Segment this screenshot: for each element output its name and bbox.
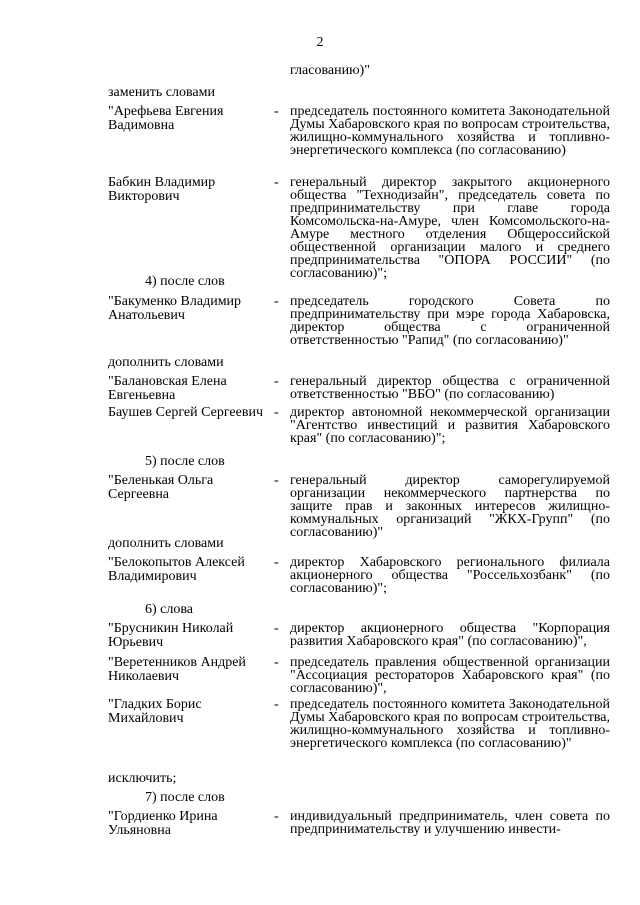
add-words-label: дополнить словами (108, 536, 224, 551)
entry-description: директор Хабаровского регионального филиала акционерного общества "Россельхозбанк" (по согласованию)"; (290, 555, 610, 596)
entry-dash: - (274, 104, 279, 119)
words-6: 6) слова (145, 602, 194, 617)
entry-dash: - (274, 374, 279, 389)
entry-name: "Гордиенко Ирина Ульяновна (108, 809, 218, 838)
add-words-label: дополнить словами (108, 355, 224, 370)
after-words-4: 4) после слов (145, 274, 225, 289)
entry-description: директор акционерного общества "Корпорация развития Хабаровского края" (по согласованию)", (290, 621, 610, 649)
after-words-7: 7) после слов (145, 790, 225, 805)
entry-description: председатель постоянного комитета Законодательной Думы Хабаровского края по вопросам строительства, жилищно-коммунального хозяйства и топливно-энергетического комплекса (по согласованию) (290, 104, 610, 158)
entry-dash: - (274, 697, 279, 712)
exclude-label: исключить; (108, 771, 177, 786)
entry-dash: - (274, 294, 279, 309)
page-number: 2 (316, 35, 324, 50)
entry-name: "Арефьева Евгения Вадимовна (108, 104, 224, 133)
continuation-text: гласованию)" (290, 63, 370, 78)
entry-name: "Беленькая Ольга Сергеевна (108, 473, 214, 502)
entry-dash: - (274, 655, 279, 670)
entry-name: Бабкин Владимир Викторович (108, 175, 216, 204)
entry-name: "Балановская Елена Евгеньевна (108, 374, 227, 403)
entry-description: председатель городского Совета по предпринимательству при мэре города Хабаровска, директор общества с ограниченной ответственностью "Рапид" (по согласованию)" (290, 294, 610, 348)
entry-name: "Веретенников Андрей Николаевич (108, 655, 246, 684)
entry-description: индивидуальный предприниматель, член совета по предпринимательству и улучшению инвести- (290, 809, 610, 837)
after-words-5: 5) после слов (145, 454, 225, 469)
replace-label: заменить словами (108, 85, 215, 100)
entry-description: генеральный директор закрытого акционерного общества "Технодизайн", председатель совета по предпринимательству при главе города Комсомольска-на-Амуре, член Комсомольского-на-Амуре местного отделения Общероссийской общественной организации малого и среднего предпринимательства "ОПОРА РОССИИ" (по согласованию)"; (290, 175, 610, 281)
entry-dash: - (274, 473, 279, 488)
entry-dash: - (274, 809, 279, 824)
entry-dash: - (274, 405, 279, 420)
entry-name: "Брусникин Николай Юрьевич (108, 621, 234, 650)
entry-dash: - (274, 555, 279, 570)
entry-description: генеральный директор общества с ограниченной ответственностью "ВБО" (по согласованию) (290, 374, 610, 402)
entry-dash: - (274, 175, 279, 190)
entry-description: генеральный директор саморегулируемой организации некоммерческого партнерства по защите прав и законных интересов жилищно-коммунальных организаций "ЖКХ-Групп" (по согласованию)" (290, 473, 610, 540)
entry-name: Баушев Сергей Сергеевич (108, 405, 263, 420)
entry-name: "Бакуменко Владимир Анатольевич (108, 294, 242, 323)
entry-dash: - (274, 621, 279, 636)
entry-description: председатель правления общественной организации "Ассоциация рестораторов Хабаровского края" (по согласованию)", (290, 655, 610, 696)
entry-name: "Гладких Борис Михайлович (108, 697, 202, 726)
entry-description: председатель постоянного комитета Законодательной Думы Хабаровского края по вопросам строительства, жилищно-коммунального хозяйства и топливно-энергетического комплекса (по согласованию)" (290, 697, 610, 751)
entry-name: "Белокопытов Алексей Владимирович (108, 555, 245, 584)
entry-description: директор автономной некоммерческой организации "Агентство инвестиций и развития Хабаровского края" (по согласованию)"; (290, 405, 610, 446)
